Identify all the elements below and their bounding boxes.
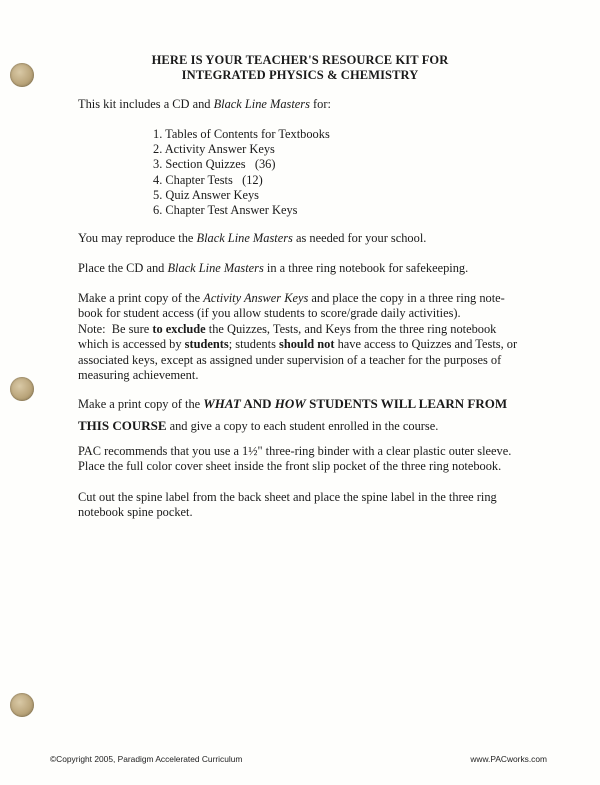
title-line-1: HERE IS YOUR TEACHER'S RESOURCE KIT FOR [151,53,449,67]
intro-text-end: for: [309,97,331,111]
binder-line-2: Place the full color cover sheet inside the front slip pocket of the three ring notebook. [78,459,502,474]
note-bold-exclude: to exclude [152,321,206,336]
what-how-text: Make a print copy of the [78,397,204,411]
note-line-2-end: have access to Quizzes and Tests, or [334,337,518,352]
list-item: 5. Quiz Answer Keys [153,187,259,202]
list-item: 2. Activity Answer Keys [153,142,275,157]
note-line-3: associated keys, except as assigned under supervision of a teacher for the purposes of [78,352,502,367]
spine-line-2: notebook spine pocket. [78,505,193,520]
place-italic: Black Line Masters [167,261,264,275]
note-text: Note: Be sure [78,321,153,336]
place-text-end: in a three ring notebook for safekeeping. [263,261,469,275]
note-line-1 [78,322,548,337]
print-copy-text-end: and place the copy in a three ring note- [308,291,505,305]
note-text-mid: the Quizzes, Tests, and Keys from the three ring notebook [205,321,497,336]
what-how-text-end: and give a copy to each student enrolled in the course. [166,419,439,433]
binder-hole-middle [10,377,34,401]
note-line-4: measuring achievement. [78,368,199,383]
what-bold-italic: WHAT [203,396,241,411]
reproduce-paragraph [78,231,538,246]
this-course-bold: THIS COURSE [78,418,167,433]
list-item: 1. Tables of Contents for Textbooks [153,127,330,141]
what-how-line-2 [78,415,538,437]
binder-line-1: PAC recommends that you use a 1½" three-ring binder with a clear plastic outer sleeve. [78,444,512,458]
kit-contents-list [153,127,330,218]
spine-paragraph [78,490,548,521]
and-bold: AND [240,396,275,411]
list-item: 3. Section Quizzes (36) [153,157,276,172]
what-how-line-1 [78,393,538,415]
reproduce-italic: Black Line Masters [196,231,293,245]
reproduce-text-end: as needed for your school. [292,231,427,245]
note-bold-should-not: should not [279,337,335,352]
note-line-2 [78,337,548,352]
print-copy-line-1 [78,291,548,306]
binder-hole-bottom [10,693,34,717]
spine-line-1: Cut out the spine label from the back sheet and place the spine label in the three ring [78,490,497,504]
intro-text: This kit includes a CD and [78,97,214,111]
print-copy-paragraph [78,291,548,383]
intro-italic: Black Line Masters [213,97,310,111]
intro-paragraph [78,97,538,112]
how-bold-italic: HOW [274,396,306,411]
note-line-2-text: which is accessed by [78,337,185,352]
print-copy-text: Make a print copy of the [78,291,204,305]
note-bold-students: students [184,337,229,352]
list-item: 6. Chapter Test Answer Keys [153,203,298,218]
print-copy-italic: Activity Answer Keys [203,291,309,305]
what-how-paragraph [78,393,538,437]
reproduce-text: You may reproduce the [78,231,197,245]
title-line-2: INTEGRATED PHYSICS & CHEMISTRY [181,68,419,82]
students-learn-bold: STUDENTS WILL LEARN FROM [305,396,508,411]
place-text: Place the CD and [78,261,168,275]
copyright-footer: ©Copyright 2005, Paradigm Accelerated Curriculum [50,754,243,764]
place-paragraph [78,261,538,276]
note-line-2-mid: ; students [228,337,280,352]
binder-paragraph [78,444,548,475]
list-item: 4. Chapter Tests (12) [153,172,263,187]
print-copy-line-2: book for student access (if you allow students to score/grade daily activities). [78,306,461,321]
website-footer: www.PACworks.com [470,754,547,764]
